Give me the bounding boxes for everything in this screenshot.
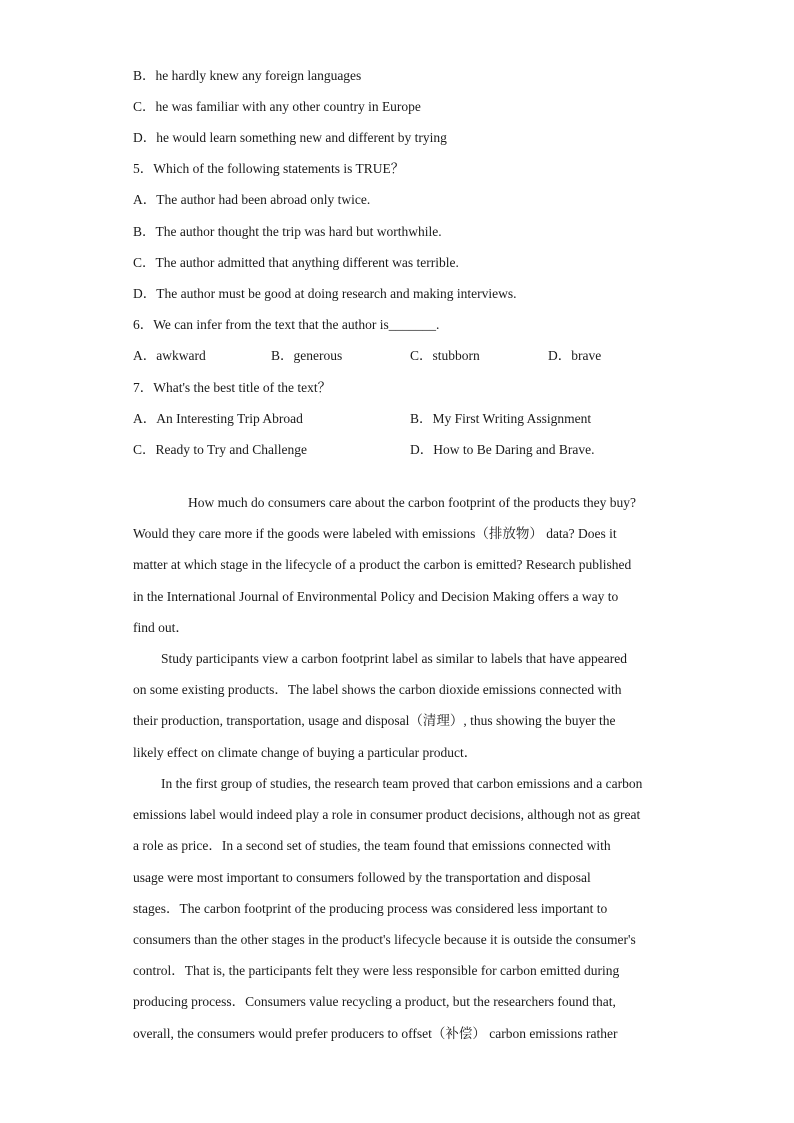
passage-line: control．That is, the participants felt they were less responsible for carbon emitted during bbox=[133, 963, 620, 979]
passage-line: find out． bbox=[133, 619, 189, 635]
q7-stem: 7．What's the best title of the text？ bbox=[133, 380, 332, 395]
passage-line: on some existing products．The label shows the carbon dioxide emissions connected with bbox=[133, 682, 622, 698]
q4-option-c: C．he was familiar with any other country in Europe bbox=[133, 99, 421, 114]
passage-line: in the International Journal of Environmental Policy and Decision Making offers a way to bbox=[133, 588, 619, 604]
passage-line: Would they care more if the goods were labeled with emissions（排放物） data? Does it bbox=[133, 526, 617, 542]
passage-paragraph-1 bbox=[133, 487, 668, 643]
passage-line: likely effect on climate change of buying a particular product． bbox=[133, 744, 478, 760]
q7-option-d: D．How to Be Daring and Brave. bbox=[410, 442, 595, 457]
passage-line: a role as price．In a second set of studies, the team found that emissions connected with bbox=[133, 838, 611, 854]
passage-line: How much do consumers care about the carbon footprint of the products they buy? bbox=[188, 495, 636, 510]
passage-line: overall, the consumers would prefer producers to offset（补偿） carbon emissions rather bbox=[133, 1025, 618, 1041]
q4-option-b: B．he hardly knew any foreign languages bbox=[133, 68, 362, 83]
q6-option-d: D．brave bbox=[548, 348, 602, 363]
q7-option-a: A．An Interesting Trip Abroad bbox=[133, 411, 303, 426]
q7-option-c: C．Ready to Try and Challenge bbox=[133, 442, 307, 457]
q6-option-c: C．stubborn bbox=[410, 348, 480, 363]
passage-line: usage were most important to consumers followed by the transportation and disposal bbox=[133, 869, 591, 885]
q5-option-a: A．The author had been abroad only twice. bbox=[133, 192, 371, 207]
passage-line: In the first group of studies, the research team proved that carbon emissions and a carbon bbox=[161, 776, 643, 791]
q7-option-b: B．My First Writing Assignment bbox=[410, 411, 592, 426]
q6-option-a: A．awkward bbox=[133, 348, 206, 363]
passage-line: their production, transportation, usage and disposal（清理）, thus showing the buyer the bbox=[133, 713, 616, 729]
q6-stem: 6．We can infer from the text that the author is_______. bbox=[133, 317, 440, 332]
q5-option-b: B．The author thought the trip was hard but worthwhile. bbox=[133, 224, 442, 239]
q5-option-d: D．The author must be good at doing research and making interviews. bbox=[133, 286, 517, 301]
passage-line: matter at which stage in the lifecycle of a product the carbon is emitted? Research published bbox=[133, 557, 632, 573]
q5-stem: 5．Which of the following statements is TRUE？ bbox=[133, 161, 405, 176]
q5-option-c: C．The author admitted that anything different was terrible. bbox=[133, 255, 459, 270]
passage-line: emissions label would indeed play a role in consumer product decisions, although not as great bbox=[133, 807, 641, 823]
passage-line: producing process．Consumers value recycling a product, but the researchers found that, bbox=[133, 994, 616, 1010]
q6-option-b: B．generous bbox=[271, 348, 343, 363]
passage-paragraph-2 bbox=[133, 643, 668, 768]
passage-line: stages．The carbon footprint of the producing process was considered less important to bbox=[133, 900, 608, 916]
passage-line: consumers than the other stages in the product's lifecycle because it is outside the consumer's bbox=[133, 932, 636, 948]
passage-line: Study participants view a carbon footprint label as similar to labels that have appeared bbox=[161, 651, 627, 666]
passage-paragraph-3 bbox=[133, 768, 668, 1049]
q4-option-d: D．he would learn something new and different by trying bbox=[133, 130, 447, 145]
